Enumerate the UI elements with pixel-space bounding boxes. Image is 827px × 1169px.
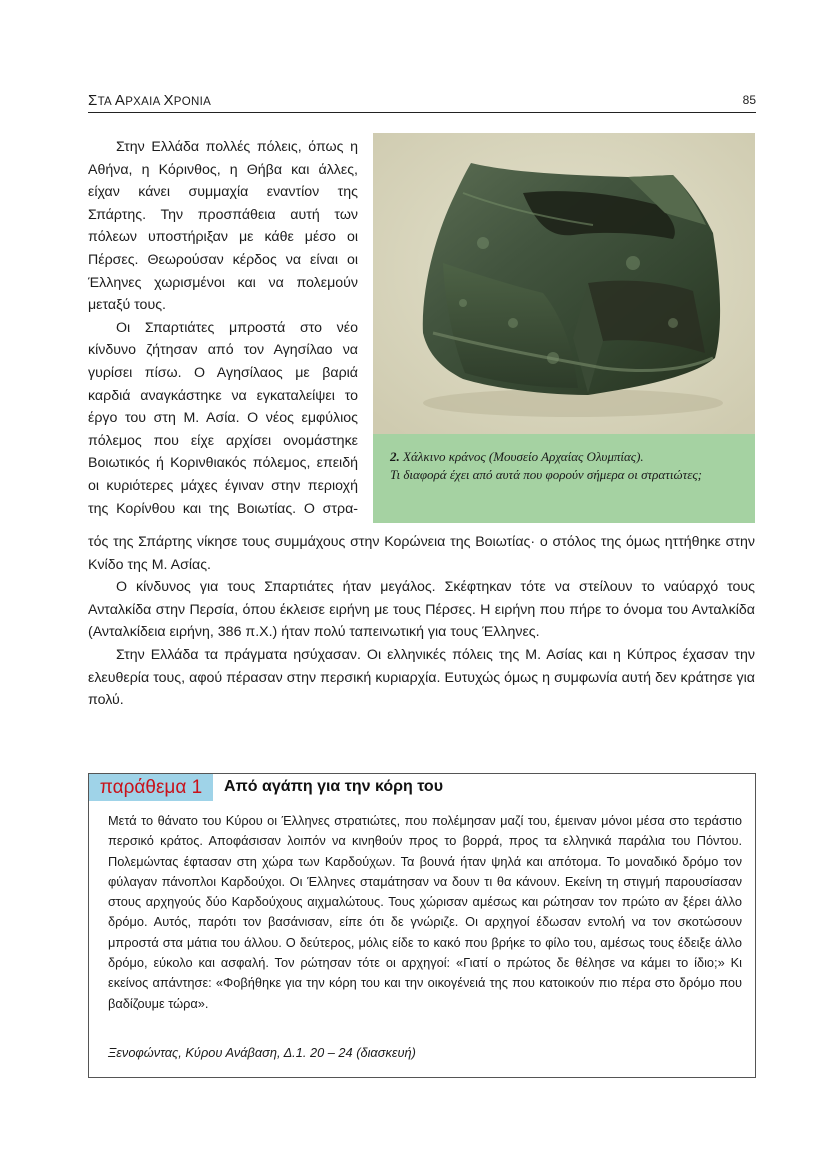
excerpt-tag: παράθεμα 1 (89, 774, 213, 801)
excerpt-body (108, 811, 742, 1014)
bronze-helmet-photo (373, 133, 755, 434)
figure-caption (373, 434, 755, 523)
running-title-initial: Χ (163, 92, 174, 109)
running-title-initial: Σ (88, 92, 98, 109)
excerpt-source: Ξενοφώντας, Κύρου Ανάβαση, Δ.1. 20 – 24 (διασκευή) (108, 1045, 416, 1060)
figure-number: 2. (390, 449, 400, 464)
bronze-helmet-icon (373, 133, 755, 434)
excerpt-title: Από αγάπη για την κόρη του (224, 778, 444, 795)
running-title-smallcaps: ΤΑ (97, 96, 115, 108)
running-title (88, 92, 211, 109)
running-title-initial: Α (114, 92, 126, 109)
figure-caption-title: Χάλκινο κράνος (Μουσείο Αρχαίας Ολυμπίας). (403, 449, 644, 464)
figure-caption-text (390, 448, 741, 483)
body-column-text (88, 136, 358, 543)
body-full-width-text (88, 531, 755, 712)
paragraph-4: Στην Ελλάδα τα πράγματα ησύχασαν. Οι ελληνικές πόλεις της Μ. Ασίας και η Κύπρος έχασαν την ελευθερία τους, αφού πέρασαν στην περσική κυριαρχία. Ευτυχώς όμως η συμφωνία αυτή δεν κράτησε για πολύ. (88, 646, 755, 709)
paragraph-3: Ο κίνδυνος για τους Σπαρτιάτες ήταν μεγάλος. Σκέφτηκαν τότε να στείλουν το ναύαρχό τους Ανταλκίδα στην Περσία, όπου έκλεισε ειρήνη με τους Πέρσες. Η ειρήνη που πήρε το όνομα του Ανταλκίδα (Ανταλκίδεια ειρήνη, 386 π.Χ.) ήταν πολύ ταπεινωτική για τους Έλληνες. (88, 579, 755, 641)
paragraph-1: Στην Ελλάδα πολλές πόλεις, όπως η Αθήνα, η Κόρινθος, η Θήβα και άλλες, είχαν κάνει συμμαχία εναντίον της Σπάρτης. Την προσπάθεια αυτή των πόλεων υποστήριξαν με κάθε μέσο οι Πέρσες. Θεωρούσαν κέρδος να είναι οι Έλληνες χωρισμένοι και να πολεμούν μεταξύ τους. (88, 139, 358, 314)
page-header (88, 88, 756, 113)
running-title-smallcaps: ΡΧΑΙΑ (125, 96, 164, 108)
figure-caption-question: Τι διαφορά έχει από αυτά που φορούν σήμερα οι στρατιώτες; (390, 466, 702, 482)
paragraph-2-part-1-text: Οι Σπαρτιάτες μπροστά στο νέο κίνδυνο ζήτησαν από τον Αγησίλαο να γυρίσει πίσω. Ο Αγησίλαος με βαριά καρδιά αναγκάστηκε να εγκαταλείψει το έργο του στη Μ. Ασία. Ο νέος εμφύλιος πόλεμος που είχε αρχίσει ονομάστηκε Βοιωτικός ή Κορινθιακός πόλεμος, επειδή οι κυριότερες μάχες έγιναν στην περιοχή της Κορίνθου και της Βοιωτίας. Ο στρα- (88, 319, 358, 517)
paragraph-2-part-1 (88, 317, 358, 543)
excerpt-text: Μετά το θάνατο του Κύρου οι Έλληνες στρατιώτες, που πολέμησαν μαζί του, έμειναν μόνοι μέσα στο τεράστιο περσικό κράτος. Αποφάσισαν λοιπόν να κινηθούν προς το βορρά, προς τα ελληνικά παράλια του Πόντου. Πολεμώντας έφτασαν στη χώρα των Καρδούχων. Τα βουνά ήταν ψηλά και απότομα. Το μοναδικό δρόμο τον φύλαγαν πάνοπλοι Καρδούχοι. Οι Έλληνες σταμάτησαν να δουν τι θα κάνουν. Εκείνη τη στιγμή παρουσίασαν στους αρχηγούς δύο Καρδούχους αιχμαλώτους. Τους χώρισαν αμέσως και ρώτησαν τον πρώτο αν ξέρει άλλο δρόμο. Αυτός, παρότι τον βασάνισαν, είπε ότι δε γνώριζε. Οι αρχηγοί έδωσαν εντολή να τον σκοτώσουν μπροστά στα μάτια του άλλου. Ο δεύτερος, μόλις είδε το κακό που βρήκε το φίλο του, αμέσως τους έδειξε άλλο δρόμο, εύκολο και ασφαλή. Τον ρώτησαν τότε οι αρχηγοί: «Γιατί ο πρώτος δε θέλησε να κάμει το ίδιο;» Κι εκείνος απάντησε: «Φοβήθηκε για την κόρη του και την οικογένειά της που κατοικούν πιο πέρα στο δρόμο που βαδίζουμε τώρα». (108, 813, 742, 1011)
paragraph-2-part-2: τός της Σπάρτης νίκησε τους συμμάχους στην Κορώνεια της Βοιωτίας· ο στόλος της όμως ηττήθηκε στην Κνίδο της Μ. Ασίας. (88, 534, 755, 573)
running-title-smallcaps: ΡΟΝΙΑ (173, 96, 212, 108)
page-number: 85 (742, 93, 756, 107)
excerpt-box (88, 773, 756, 1078)
